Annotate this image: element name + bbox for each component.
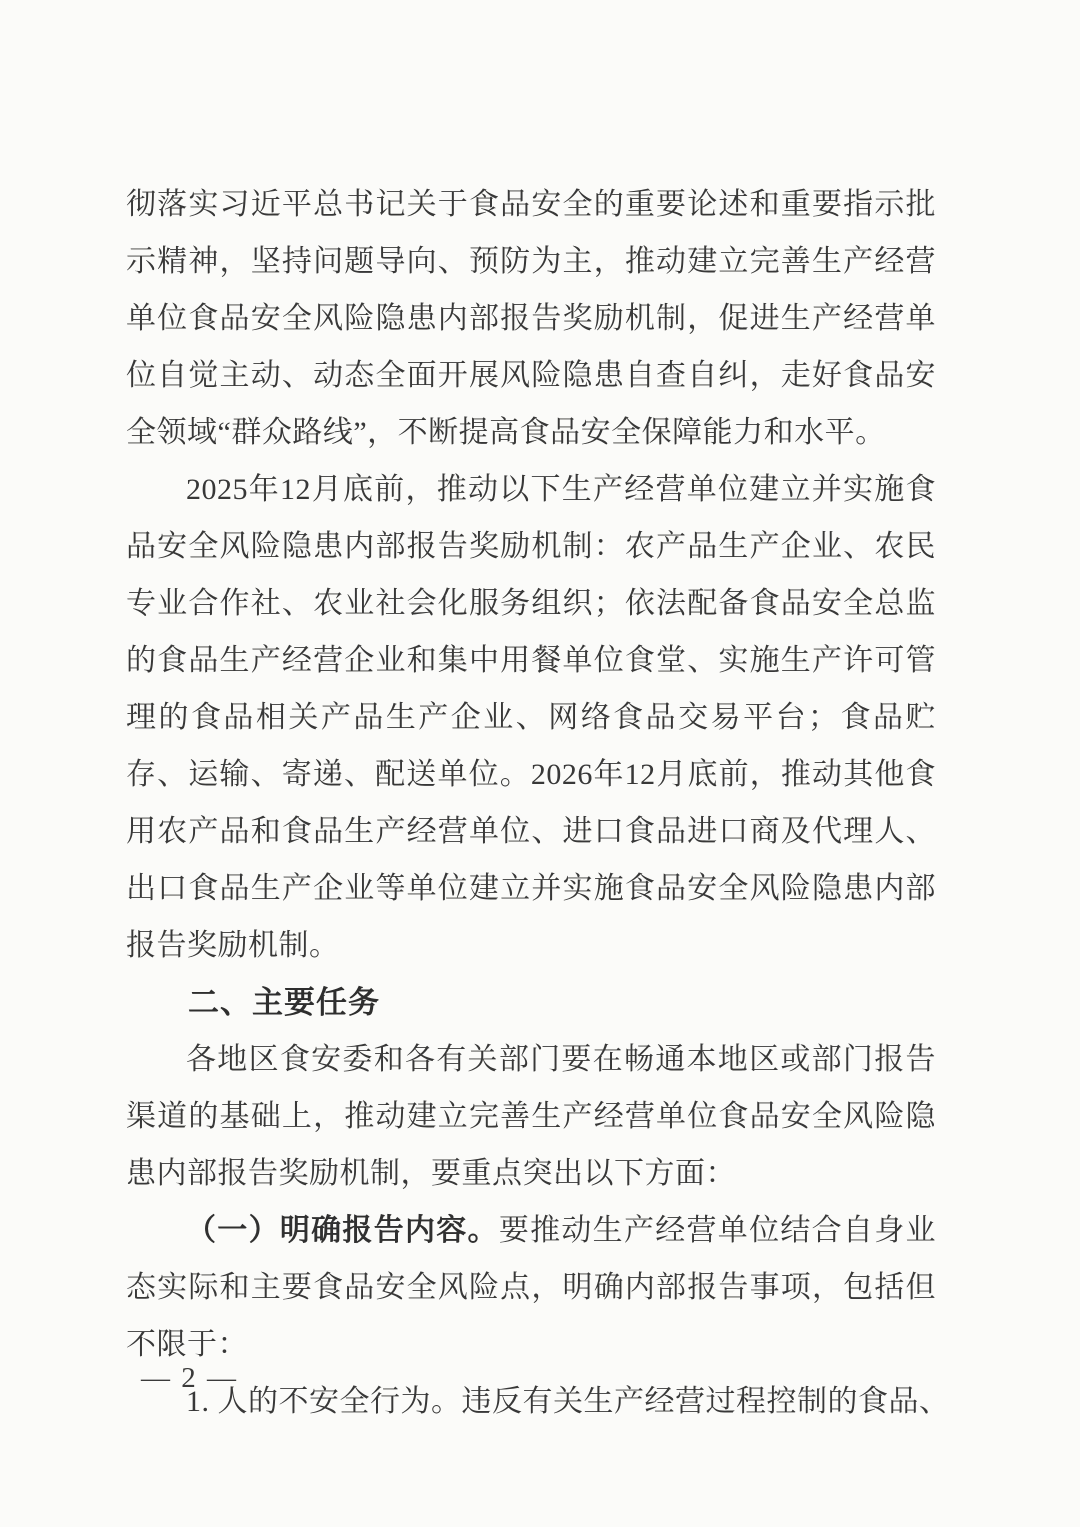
paragraph-subitem-1 bbox=[126, 1373, 950, 1430]
page-number: — 2 — bbox=[141, 1362, 238, 1394]
subitem-text-unsafe-behavior: 违反有关生产经营过程控制的食品、 bbox=[461, 1385, 950, 1418]
page-footer bbox=[141, 1361, 238, 1395]
clause-lead-report-content: （一）明确报告内容。 bbox=[186, 1214, 499, 1247]
document-body bbox=[126, 176, 950, 1430]
clause-text-report-content: 要推动生产经营单位结合自身业态实际和主要食品安全风险点，明确内部报告事项，包括但不限于： bbox=[126, 1214, 937, 1361]
subitem-lead-unsafe-behavior: 1. 人的不安全行为。 bbox=[186, 1385, 462, 1418]
paragraph-item-1 bbox=[126, 1202, 936, 1373]
paragraph-continuation: 彻落实习近平总书记关于食品安全的重要论述和重要指示批示精神，坚持问题导向、预防为主，推动建立完善生产经营单位食品安全风险隐患内部报告奖励机制，促进生产经营单位自觉主动、动态全面开展风险隐患自查自纠，走好食品安全领域“群众路线”，不断提高食品安全保障能力和水平。 bbox=[126, 188, 936, 449]
paragraph-tasks-intro: 各地区食安委和各有关部门要在畅通本地区或部门报告渠道的基础上，推动建立完善生产经营单位食品安全风险隐患内部报告奖励机制，要重点突出以下方面： bbox=[126, 1043, 936, 1190]
section-heading-main-tasks: 二、主要任务 bbox=[188, 985, 380, 1020]
paragraph-timeline-targets: 2025年12月底前，推动以下生产经营单位建立并实施食品安全风险隐患内部报告奖励机制：农产品生产企业、农民专业合作社、农业社会化服务组织；依法配备食品安全总监的食品生产经营企业和集中用餐单位食堂、实施生产许可管理的食品相关产品生产企业、网络食品交易平台；食品贮存、运输、寄递、配送单位。2026年12月底前，推动其他食用农产品和食品生产经营单位、进口食品进口商及代理人、出口食品生产企业等单位建立并实施食品安全风险隐患内部报告奖励机制。 bbox=[126, 473, 936, 962]
